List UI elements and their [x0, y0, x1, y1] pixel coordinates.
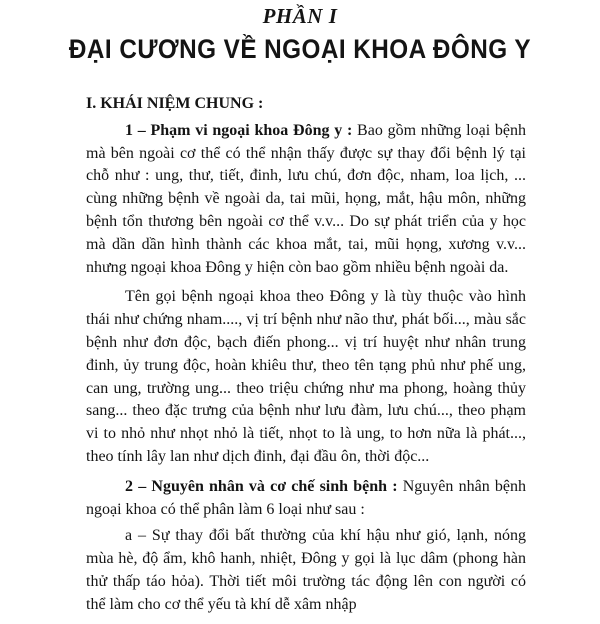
part-label: PHẦN I	[262, 4, 338, 28]
section-heading: I. KHÁI NIỆM CHUNG :	[86, 95, 264, 112]
chapter-title: ĐẠI CƯƠNG VỀ NGOẠI KHOA ĐÔNG Y	[68, 34, 532, 64]
paragraph-causes-lead: 2 – Nguyên nhân và cơ chế sinh bệnh :	[125, 477, 398, 495]
paragraph-scope-text: Bao gồm những loại bệnh mà bên ngoài cơ thể có thể nhận thấy được sự thay đổi bệnh lý tại chỗ như : ung, thư, tiết, đinh, lưu chú, đơn độc, nham, loa lịch, ... cùng những bệnh về ngoài da, tai mũi, họng, mắt, hậu môn, những bệnh tổn thương bên ngoài cơ thể v.v... Do sự phát triển của y học mà dần dần hình thành các khoa mắt, tai, mũi họng, xương v.v... nhưng ngoại khoa Đông y hiện còn bao gồm nhiều bệnh ngoài da.	[86, 121, 527, 276]
paragraph-climate	[86, 525, 526, 616]
paragraph-causes-text: Nguyên nhân bệnh ngoại khoa có thể phân làm 6 loại như sau :	[86, 477, 527, 518]
paragraph-climate-text: a – Sự thay đổi bất thường của khí hậu như gió, lạnh, nóng mùa hè, độ ẩm, khô hanh, nhiệt, Đông y gọi là lục dâm (phong hàn thử thấp táo hỏa). Thời tiết môi trường tác động lên con người có thể làm cho cơ thể yếu tà khí dễ xâm nhập	[86, 527, 526, 613]
paragraph-scope	[86, 120, 526, 280]
paragraph-scope-lead: 1 – Phạm vi ngoại khoa Đông y :	[125, 121, 353, 139]
paragraph-naming-text: Tên gọi bệnh ngoại khoa theo Đông y là tùy thuộc vào hình thái như chứng nham...., vị trí bệnh như não thư, phát bối..., màu sắc bệnh như đơn độc, bạch điến phong... vị trí huyệt như nhân trung đinh, ủy trung độc, hoàn khiêu thư, theo tên tạng phủ như phế ung, can ung, trường ung... theo triệu chứng như ma phong, hoàng thủy sang... theo đặc trưng của bệnh như lưu đàm, lưu chú..., theo phạm vi to nhỏ như nhọt nhỏ là tiết, nhọt to là ung, to hơn nữa là phát..., theo tính lây lan như dịch đinh, đại đầu ôn, thời độc...	[86, 288, 526, 465]
paragraph-causes	[86, 476, 526, 522]
page-body	[86, 93, 526, 624]
paragraph-naming	[86, 286, 526, 468]
